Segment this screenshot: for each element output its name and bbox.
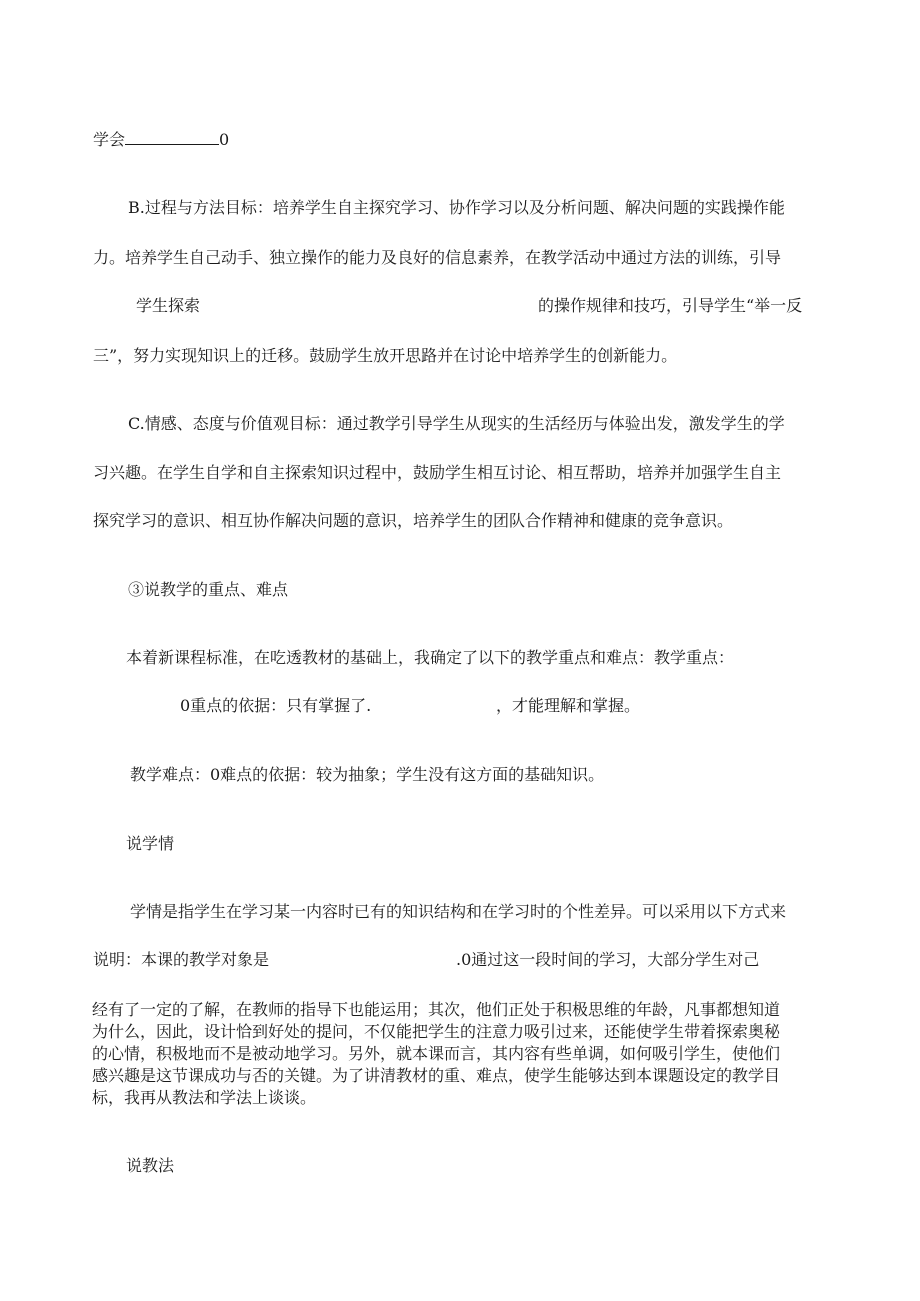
line-text: 0重点的依据：只有掌握了. xyxy=(180,696,372,715)
body-line: 感兴趣是这节课成功与否的关键。为了讲清教材的重、难点，使学生能够达到本课题设定的教学目 xyxy=(92,1066,781,1085)
difficulty-basis: 教学难点：0难点的依据：较为抽象；学生没有这方面的基础知识。 xyxy=(130,765,605,784)
paragraph-learners-line-2-cont: .0通过这一段时间的学习，大部分学生对己 xyxy=(456,950,760,969)
paragraph-c-line-3: 探究学习的意识、相互协作解决问题的意识，培养学生的团队合作精神和健康的竞争意识。 xyxy=(93,511,734,530)
paragraph-b-line-2: 力。培养学生自己动手、独立操作的能力及良好的信息素养，在教学活动中通过方法的训练，引导 xyxy=(93,248,782,267)
body-line: 经有了一定的了解，在教师的指导下也能运用；其次，他们正处于积极思维的年龄，凡事都想知道 xyxy=(92,1000,781,1019)
paragraph-b-line-4: 三”，努力实现知识上的迁移。鼓励学生放开思路并在讨论中培养学生的创新能力。 xyxy=(93,346,678,365)
paragraph-c-line-1: C.情感、态度与价值观目标：通过教学引导学生从现实的生活经历与体验出发，激发学生的学 xyxy=(128,414,785,433)
paragraph-learners-line-2 xyxy=(93,950,269,970)
body-line: 为什么，因此，设计恰到好处的提问，不仅能把学生的注意力吸引过来，还能使学生带着探索奥秘 xyxy=(92,1022,781,1041)
body-line: 的心情，积极地而不是被动地学习。另外，就本课而言，其内容有些单调，如何吸引学生，使他们 xyxy=(92,1044,781,1063)
section-heading-key-points: ③说教学的重点、难点 xyxy=(128,580,289,599)
paragraph-learners-body xyxy=(92,999,832,1109)
line-xuehui xyxy=(93,130,229,150)
section-heading-learners: 说学情 xyxy=(126,834,175,853)
key-point-basis-cont: ，才能理解和掌握。 xyxy=(496,696,641,715)
paragraph-key-points: 本着新课程标准，在吃透教材的基础上，我确定了以下的教学重点和难点：教学重点： xyxy=(126,648,735,667)
paragraph-b-line-1: B.过程与方法目标：培养学生自主探究学习、协作学习以及分析问题、解决问题的实践操作能 xyxy=(128,198,785,217)
line-text: 0 xyxy=(219,130,230,149)
fill-blank xyxy=(125,130,219,145)
body-line: 标，我再从教法和学法上谈谈。 xyxy=(92,1088,317,1107)
paragraph-b-line-3 xyxy=(136,296,200,316)
paragraph-c-line-2: 习兴趣。在学生自学和自主探索知识过程中，鼓励学生相互讨论、相互帮助，培养并加强学生自主 xyxy=(93,463,782,482)
paragraph-b-line-3-cont: 的操作规律和技巧，引导学生“举一反 xyxy=(538,296,803,315)
paragraph-learners-line-1: 学情是指学生在学习某一内容时已有的知识结构和在学习时的个性差异。可以采用以下方式来 xyxy=(130,902,787,921)
key-point-basis xyxy=(180,696,371,716)
line-text: 说明：本课的教学对象是 xyxy=(93,950,270,969)
line-text: 学会 xyxy=(93,130,126,149)
line-text: 学生探索 xyxy=(136,296,201,315)
section-heading-teaching-method: 说教法 xyxy=(126,1156,175,1175)
